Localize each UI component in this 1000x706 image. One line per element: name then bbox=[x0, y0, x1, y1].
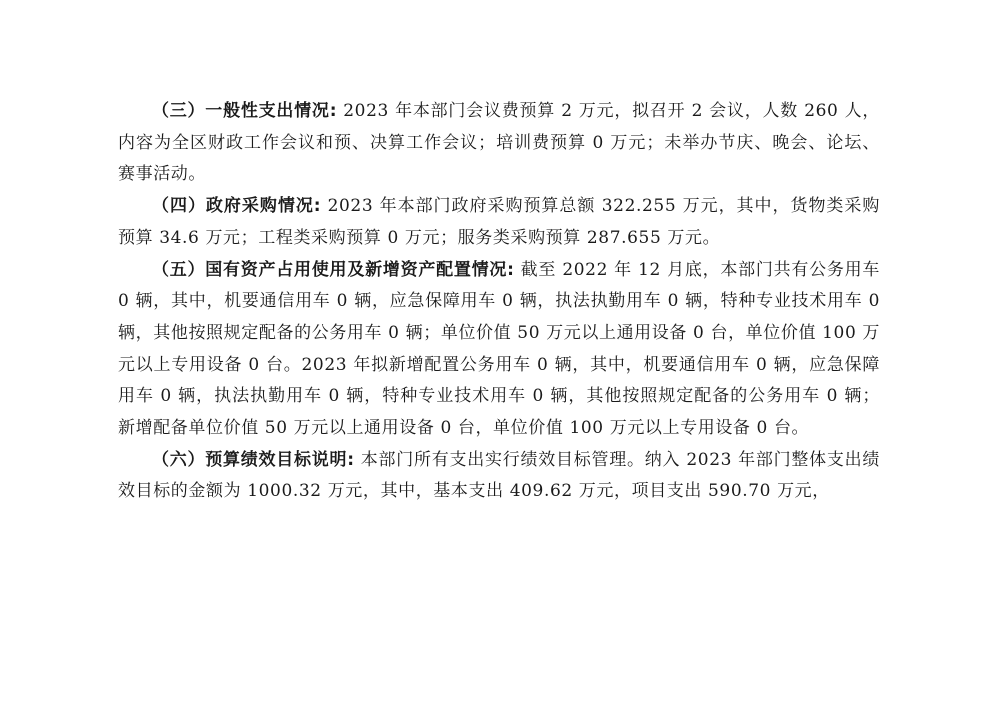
document-page bbox=[118, 96, 880, 508]
section-performance-targets bbox=[118, 445, 880, 508]
section-general-expenditure bbox=[118, 96, 880, 191]
section-heading: （四）政府采购情况: bbox=[152, 196, 322, 217]
section-heading: （三）一般性支出情况: bbox=[152, 101, 338, 121]
section-body: 本部门所有支出实行绩效目标管理。纳入 2023 年部门整体支出绩效目标的金额为 1000.32 万元，其中，基本支出 409.62 万元，项目支出 590.70 万元， bbox=[118, 449, 881, 502]
section-heading: （五）国有资产占用使用及新增资产配置情况: bbox=[152, 259, 515, 280]
section-heading: （六）预算绩效目标说明: bbox=[152, 449, 355, 470]
section-body: 2023 年本部门会议费预算 2 万元，拟召开 2 会议，人数 260 人，内容为全区财政工作会议和预、决算工作会议；培训费预算 0 万元；未举办节庆、晚会、论坛、赛事活动。 bbox=[118, 101, 880, 185]
section-body: 2023 年本部门政府采购预算总额 322.255 万元，其中，货物类采购预算 34.6 万元；工程类采购预算 0 万元；服务类采购预算 287.655 万元。 bbox=[118, 196, 880, 248]
section-state-assets bbox=[118, 255, 880, 445]
section-body: 截至 2022 年 12 月底，本部门共有公务用车 0 辆，其中，机要通信用车 0 辆，应急保障用车 0 辆，执法执勤用车 0 辆，特种专业技术用车 0 辆，其他按照规定配备的公务用车 0 辆；单位价值 50 万元以上通用设备 0 台，单位价值 100 万元以上专用设备 0 台。2023 年拟新增配置公务用车 0 辆，其中，机要通信用车 0 辆，应急保障用车 0 辆，执法执勤用车 0 辆，特种专业技术用车 0 辆，其他按照规定配备的公务用车 0 辆；新增配备单位价值 50 万元以上通用设备 0 台，单位价值 100 万元以上专用设备 0 台。 bbox=[118, 259, 880, 439]
section-government-procurement bbox=[118, 191, 880, 254]
